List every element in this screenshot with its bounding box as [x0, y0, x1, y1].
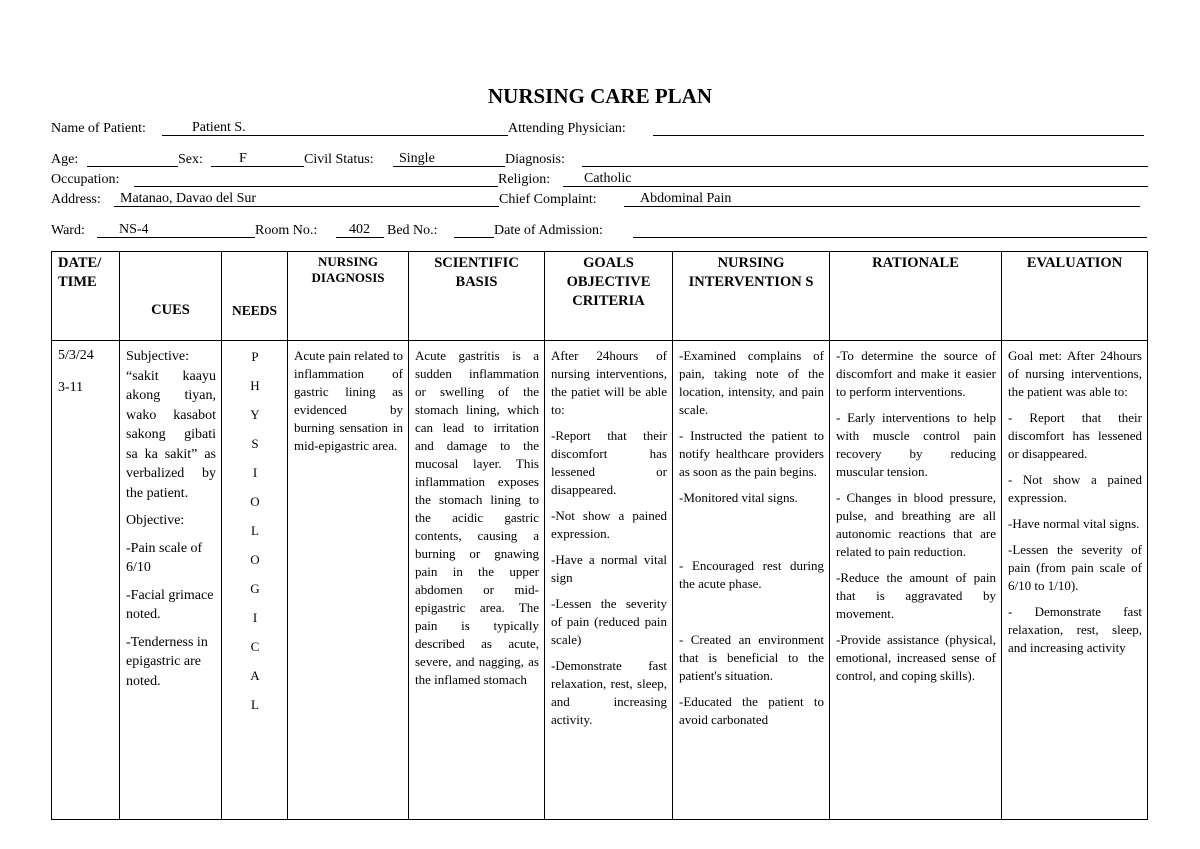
header-evaluation: EVALUATION	[1002, 252, 1148, 341]
intervention-item: -Educated the patient to avoid carbonated	[679, 694, 824, 727]
name-field	[162, 120, 508, 136]
care-plan-table	[51, 251, 1148, 820]
ward-value: NS-4	[119, 222, 149, 237]
admission-field	[633, 237, 1147, 238]
civil-status-field	[393, 151, 505, 167]
page-title: NURSING CARE PLAN	[487, 84, 713, 108]
civil-status-value: Single	[399, 151, 435, 166]
intervention-item: - Instructed the patient to notify healthcare providers as soon as the pain begins.	[679, 428, 824, 479]
header-nursing-diagnosis: NURSING DIAGNOSIS	[288, 252, 409, 341]
interventions-cell	[673, 341, 830, 820]
evaluation-item: - Demonstrate fast relaxation, rest, sleep, and increasing activity	[1008, 604, 1142, 655]
evaluation-item: - Not show a pained expression.	[1008, 472, 1142, 505]
complaint-label: Chief Complaint:	[499, 192, 597, 207]
cues-cell	[120, 341, 222, 820]
religion-label: Religion:	[498, 172, 551, 187]
cue-pain-scale: -Pain scale of 6/10	[126, 540, 203, 575]
cue-objective-label: Objective:	[126, 513, 185, 528]
rationale-item: -Reduce the amount of pain that is aggravated by movement.	[836, 570, 996, 621]
goal-item: -Report that their discomfort has lessened or disappeared.	[551, 428, 667, 497]
sex-value: F	[239, 151, 247, 166]
sex-label: Sex:	[178, 152, 203, 167]
needs-letter: I	[252, 465, 258, 480]
room-label: Room No.:	[255, 223, 318, 238]
needs-letter: C	[250, 639, 260, 654]
header-date-time: DATE/ TIME	[52, 252, 120, 341]
complaint-field	[624, 191, 1140, 207]
intervention-item: -Monitored vital signs.	[679, 490, 798, 505]
occupation-field	[134, 186, 498, 187]
goal-item: -Not show a pained expression.	[551, 508, 667, 541]
intervention-item: -Examined complains of pain, taking note of the location, intensity, and pain scale.	[679, 348, 824, 417]
evaluation-item: -Have normal vital signs.	[1008, 516, 1140, 531]
needs-letter: L	[251, 523, 259, 538]
ward-field	[97, 222, 255, 238]
physician-field	[653, 135, 1144, 136]
evaluation-item: -Lessen the severity of pain (from pain scale of 6/10 to 1/10).	[1008, 542, 1142, 593]
goal-item: After 24hours of nursing interventions, the patiet will be able to:	[551, 348, 667, 417]
table-header-row	[52, 252, 1148, 341]
scientific-basis-text: Acute gastritis is a sudden inflammation or swelling of the stomach lining, which can lead to irritation and damage to the mucosal layer. This inflammation exposes the stomach lining to the acidic gastric contents, causing a burning or gnawing pain in the upper abdomen or mid-epigastric area. The pain is typically described as acute, severe, and nagging, as the inflamed stomach	[415, 348, 539, 687]
patient-name-value: Patient S.	[192, 120, 246, 135]
evaluation-item: Goal met: After 24hours of nursing interventions, the patient was able to:	[1008, 348, 1142, 399]
cue-tenderness: -Tenderness in epigastric are noted.	[126, 634, 208, 689]
age-label: Age:	[51, 152, 79, 167]
physician-label: Attending Physician:	[508, 121, 626, 136]
header-interventions: NURSING INTERVENTION S	[673, 252, 830, 341]
evaluation-item: - Report that their discomfort has lessened or disappeared.	[1008, 410, 1142, 461]
goal-item: -Have a normal vital sign	[551, 552, 667, 585]
scientific-basis-cell	[409, 341, 545, 820]
date-time-cell	[52, 341, 120, 820]
needs-letter: I	[252, 610, 258, 625]
needs-letter: G	[250, 581, 260, 596]
goals-cell	[545, 341, 673, 820]
rationale-item: -Provide assistance (physical, emotional, increased sense of control, and coping skills).	[836, 632, 996, 683]
needs-letter: H	[250, 378, 260, 393]
bed-label: Bed No.:	[387, 223, 438, 238]
header-cues: CUES	[120, 252, 222, 341]
address-label: Address:	[51, 192, 101, 207]
room-value: 402	[349, 222, 370, 237]
needs-letter: Y	[250, 407, 260, 422]
header-goals: GOALS OBJECTIVE CRITERIA	[545, 252, 673, 341]
needs-letter: O	[250, 494, 260, 509]
needs-letter: A	[250, 668, 260, 683]
admission-label: Date of Admission:	[494, 223, 603, 238]
header-rationale: RATIONALE	[830, 252, 1002, 341]
rationale-cell	[830, 341, 1002, 820]
rationale-item: - Changes in blood pressure, pulse, and breathing are all autonomic reactions that are related to pain reduction.	[836, 490, 996, 559]
bed-field	[454, 237, 494, 238]
needs-cell	[222, 341, 288, 820]
sex-field	[211, 151, 304, 167]
diagnosis-cell	[288, 341, 409, 820]
evaluation-cell	[1002, 341, 1148, 820]
header-needs: NEEDS	[222, 252, 288, 341]
intervention-item: - Created an environment that is beneficial to the patient's situation.	[679, 632, 824, 683]
needs-letter: S	[251, 436, 259, 451]
age-field	[87, 166, 178, 167]
diagnosis-label: Diagnosis:	[505, 152, 565, 167]
rationale-item: - Early interventions to help with muscle control pain recovery by reducing muscular tension.	[836, 410, 996, 479]
intervention-item: - Encouraged rest during the acute phase.	[679, 558, 824, 591]
room-field	[336, 222, 384, 238]
header-scientific-basis: SCIENTIFIC BASIS	[409, 252, 545, 341]
needs-letter: L	[251, 697, 259, 712]
diagnosis-field	[582, 166, 1148, 167]
goal-item: -Lessen the severity of pain (reduced pain scale)	[551, 596, 667, 647]
name-label: Name of Patient:	[51, 121, 146, 136]
diagnosis-text: Acute pain related to inflammation of gastric lining as evidenced by burning sensation in mid-epigastric area.	[294, 348, 403, 453]
complaint-value: Abdominal Pain	[640, 191, 732, 206]
date-value: 5/3/24	[58, 348, 94, 363]
occupation-label: Occupation:	[51, 172, 120, 187]
religion-value: Catholic	[584, 171, 632, 186]
ward-label: Ward:	[51, 223, 85, 238]
religion-field	[563, 171, 1148, 187]
needs-letter: O	[250, 552, 260, 567]
needs-letter: P	[251, 349, 259, 364]
cue-facial-grimace: -Facial grimace noted.	[126, 587, 214, 622]
civil-status-label: Civil Status:	[304, 152, 374, 167]
cue-subjective: Subjective: “sakit kaayu akong tiyan, wako kasabot sakong gibati sa ka sakit” as verbalized by the patient.	[126, 349, 216, 501]
address-value: Matanao, Davao del Sur	[120, 191, 257, 206]
address-field	[114, 191, 499, 207]
goal-item: -Demonstrate fast relaxation, rest, sleep, and increasing activity.	[551, 658, 667, 727]
rationale-item: -To determine the source of discomfort and make it easier to perform interventions.	[836, 348, 996, 399]
table-row	[52, 341, 1148, 820]
time-value: 3-11	[58, 380, 84, 395]
